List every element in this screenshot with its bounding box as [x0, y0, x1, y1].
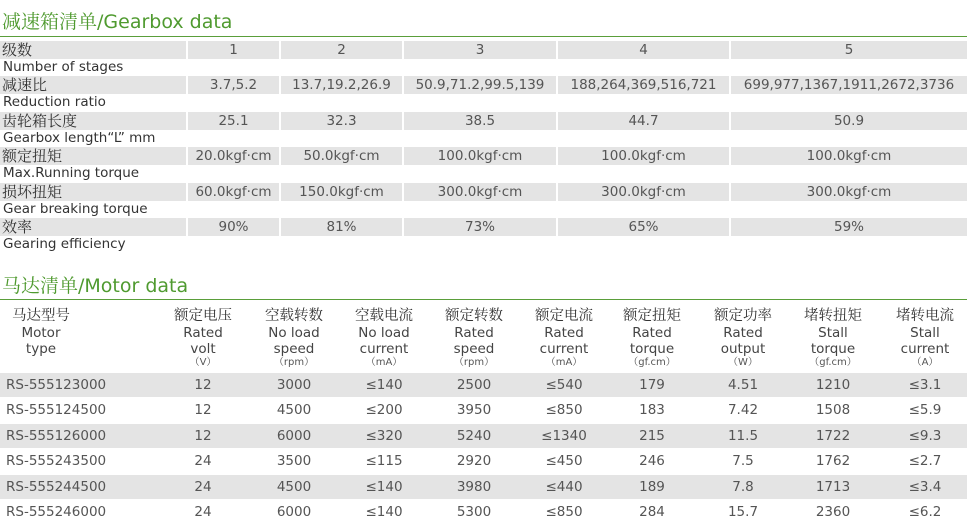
motor-header-en2: volt: [190, 341, 216, 357]
motor-header-en2: current: [359, 341, 409, 357]
gearbox-row-label-en: Number of stages: [3, 59, 124, 75]
motor-header-en1: Rated: [723, 325, 763, 341]
motor-header-en2: torque: [810, 341, 856, 357]
motor-value-cell: 3000: [276, 377, 312, 393]
motor-header-3: [339, 308, 429, 369]
motor-value-cell: ≤850: [545, 504, 583, 520]
motor-header-unit: （gf.cm）: [809, 357, 857, 368]
motor-header-zh: 额定功率: [714, 308, 772, 324]
gearbox-cell: 38.5: [402, 112, 556, 130]
table-row: [0, 475, 967, 499]
motor-header-0: [6, 308, 76, 357]
gearbox-cell: 20.0kgf·cm: [186, 147, 279, 165]
motor-value-cell: ≤115: [365, 453, 403, 469]
motor-value-cell: 12: [194, 377, 212, 393]
motor-title: 马达清单/Motor data: [2, 275, 189, 297]
motor-value-cell: ≤200: [365, 402, 403, 418]
gearbox-row-label-zh: 效率: [2, 218, 33, 236]
motor-value-cell: 3950: [456, 402, 492, 418]
gearbox-row-label-zh: 齿轮箱长度: [2, 112, 78, 130]
gearbox-cell: 2: [279, 41, 402, 59]
motor-value-cell: 7.42: [727, 402, 759, 418]
motor-value-cell: 24: [194, 453, 212, 469]
motor-value-cell: ≤3.1: [908, 377, 942, 393]
gearbox-row-label-zh: 减速比: [2, 76, 48, 94]
motor-header-unit: （rpm）: [453, 357, 495, 368]
motor-model-cell: RS-555246000: [6, 504, 107, 520]
gearbox-cell: 13.7,19.2,26.9: [279, 76, 402, 94]
motor-value-cell: 5300: [456, 504, 492, 520]
gearbox-cell: 100.0kgf·cm: [402, 147, 556, 165]
motor-value-cell: 12: [194, 402, 212, 418]
motor-header-en1: No load: [268, 325, 320, 341]
motor-header-en2: speed: [453, 341, 495, 357]
gearbox-title-rule: [0, 36, 967, 37]
gearbox-cell: 44.7: [556, 112, 729, 130]
gearbox-row-label-zh: 额定扭矩: [2, 147, 63, 165]
motor-value-cell: ≤850: [545, 402, 583, 418]
motor-header-unit: （W）: [728, 357, 758, 368]
gearbox-row-label-zh: 损坏扭矩: [2, 183, 63, 201]
motor-value-cell: 1210: [815, 377, 851, 393]
motor-value-cell: 215: [639, 428, 665, 444]
motor-value-cell: 4500: [276, 479, 312, 495]
motor-value-cell: 189: [639, 479, 665, 495]
motor-value-cell: 24: [194, 504, 212, 520]
motor-value-cell: 2360: [815, 504, 851, 520]
motor-header-en1: No load: [358, 325, 410, 341]
motor-model-cell: RS-555126000: [6, 428, 107, 444]
gearbox-row-label-zh: 级数: [2, 41, 33, 59]
gearbox-cell: 1: [186, 41, 279, 59]
motor-header-1: [158, 308, 248, 369]
motor-value-cell: ≤140: [365, 479, 403, 495]
gearbox-cell: 81%: [279, 218, 402, 236]
motor-header-en1: Rated: [454, 325, 494, 341]
motor-header-zh: 堵转扭矩: [804, 308, 862, 324]
gearbox-cell: 100.0kgf·cm: [556, 147, 729, 165]
gearbox-cell: 4: [556, 41, 729, 59]
motor-header-zh: 额定电流: [535, 308, 593, 324]
gearbox-cell: 32.3: [279, 112, 402, 130]
motor-header-zh: 堵转电流: [896, 308, 954, 324]
gearbox-row-label-en: Gearbox length“L” mm: [3, 130, 156, 146]
gearbox-row-label-en: Gearing efficiency: [3, 236, 126, 252]
motor-header-zh: 额定转数: [445, 308, 503, 324]
gearbox-cell: 188,264,369,516,721: [556, 76, 729, 94]
gearbox-cell: 59%: [729, 218, 967, 236]
motor-value-cell: 284: [639, 504, 665, 520]
gearbox-cell: 3: [402, 41, 556, 59]
motor-header-en2: speed: [273, 341, 315, 357]
motor-header-zh: 额定扭矩: [623, 308, 681, 324]
motor-header-en1: Motor: [21, 325, 61, 341]
motor-value-cell: 12: [194, 428, 212, 444]
gearbox-cell: 5: [729, 41, 967, 59]
motor-header-unit: （rpm）: [273, 357, 315, 368]
motor-value-cell: 7.5: [732, 453, 754, 469]
motor-header-en2: current: [900, 341, 950, 357]
motor-header-unit: （mA）: [365, 357, 403, 368]
motor-value-cell: 4500: [276, 402, 312, 418]
motor-header-unit: （A）: [911, 357, 939, 368]
motor-value-cell: ≤320: [365, 428, 403, 444]
motor-header-unit: （mA）: [545, 357, 583, 368]
motor-header-en2: output: [720, 341, 766, 357]
gearbox-cell: 699,977,1367,1911,2672,3736: [729, 76, 967, 94]
motor-header-9: [880, 308, 967, 369]
motor-header-4: [429, 308, 519, 369]
motor-value-cell: 6000: [276, 428, 312, 444]
motor-value-cell: ≤9.3: [908, 428, 942, 444]
gearbox-row-label-en: Max.Running torque: [3, 165, 140, 181]
motor-value-cell: ≤5.9: [908, 402, 942, 418]
motor-value-cell: 3500: [276, 453, 312, 469]
motor-header-en1: Stall: [910, 325, 940, 341]
motor-header-en2: type: [25, 341, 57, 357]
motor-value-cell: 15.7: [727, 504, 759, 520]
gearbox-cell: 90%: [186, 218, 279, 236]
motor-header-unit: （V）: [189, 357, 217, 368]
gearbox-cell: 25.1: [186, 112, 279, 130]
gearbox-row-label-en: Reduction ratio: [3, 94, 106, 110]
motor-header-en2: torque: [629, 341, 675, 357]
table-row: [0, 424, 967, 448]
gearbox-cell: 300.0kgf·cm: [729, 183, 967, 201]
gearbox-cell: 3.7,5.2: [186, 76, 279, 94]
motor-model-cell: RS-555123000: [6, 377, 107, 393]
motor-value-cell: 1762: [815, 453, 851, 469]
motor-header-2: [249, 308, 339, 369]
motor-header-zh: 空载电流: [355, 308, 413, 324]
motor-header-7: [698, 308, 788, 369]
motor-value-cell: 1722: [815, 428, 851, 444]
motor-value-cell: 246: [639, 453, 665, 469]
motor-value-cell: 1508: [815, 402, 851, 418]
motor-model-cell: RS-555244500: [6, 479, 107, 495]
gearbox-cell: 300.0kgf·cm: [402, 183, 556, 201]
motor-header-unit: （gf.cm）: [628, 357, 676, 368]
motor-title-rule: [0, 299, 967, 300]
gearbox-cell: 100.0kgf·cm: [729, 147, 967, 165]
motor-header-en1: Rated: [544, 325, 584, 341]
motor-model-cell: RS-555124500: [6, 402, 107, 418]
gearbox-cell: 60.0kgf·cm: [186, 183, 279, 201]
motor-value-cell: 179: [639, 377, 665, 393]
motor-value-cell: 6000: [276, 504, 312, 520]
gearbox-cell: 65%: [556, 218, 729, 236]
motor-header-zh: 空载转数: [265, 308, 323, 324]
motor-value-cell: ≤450: [545, 453, 583, 469]
motor-header-6: [607, 308, 697, 369]
gearbox-title: 减速箱清单/Gearbox data: [2, 11, 233, 33]
motor-header-en1: Stall: [818, 325, 848, 341]
motor-value-cell: ≤3.4: [908, 479, 942, 495]
motor-header-zh: 额定电压: [174, 308, 232, 324]
gearbox-cell: 73%: [402, 218, 556, 236]
motor-header-8: [788, 308, 878, 369]
motor-value-cell: 11.5: [727, 428, 759, 444]
motor-value-cell: 2920: [456, 453, 492, 469]
motor-value-cell: 3980: [456, 479, 492, 495]
motor-value-cell: 2500: [456, 377, 492, 393]
motor-header-en1: Rated: [183, 325, 223, 341]
gearbox-cell: 50.9,71.2,99.5,139: [402, 76, 556, 94]
motor-value-cell: ≤2.7: [908, 453, 942, 469]
motor-header-en2: current: [539, 341, 589, 357]
motor-value-cell: ≤540: [545, 377, 583, 393]
motor-header-zh: 马达型号: [12, 308, 70, 324]
motor-value-cell: 183: [639, 402, 665, 418]
gearbox-cell: 50.9: [729, 112, 967, 130]
motor-value-cell: 24: [194, 479, 212, 495]
gearbox-cell: 150.0kgf·cm: [279, 183, 402, 201]
gearbox-cell: 50.0kgf·cm: [279, 147, 402, 165]
table-row: [0, 500, 967, 524]
motor-value-cell: ≤1340: [541, 428, 587, 444]
motor-header-en1: Rated: [632, 325, 672, 341]
table-row: [0, 449, 967, 473]
motor-model-cell: RS-555243500: [6, 453, 107, 469]
motor-value-cell: ≤140: [365, 504, 403, 520]
table-row: [0, 373, 967, 397]
motor-value-cell: ≤140: [365, 377, 403, 393]
table-row: [0, 398, 967, 422]
motor-value-cell: 1713: [815, 479, 851, 495]
motor-value-cell: 4.51: [727, 377, 759, 393]
gearbox-row-label-en: Gear breaking torque: [3, 201, 148, 217]
motor-value-cell: ≤6.2: [908, 504, 942, 520]
motor-value-cell: ≤440: [545, 479, 583, 495]
motor-value-cell: 7.8: [732, 479, 754, 495]
gearbox-cell: 300.0kgf·cm: [556, 183, 729, 201]
motor-header-5: [519, 308, 609, 369]
motor-value-cell: 5240: [456, 428, 492, 444]
